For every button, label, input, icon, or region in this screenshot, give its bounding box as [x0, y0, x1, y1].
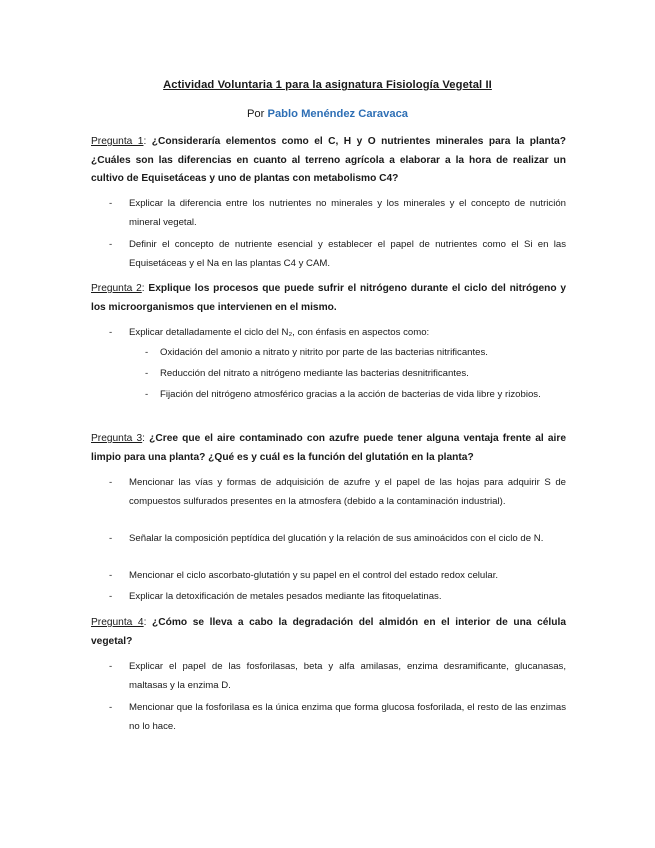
item-text: Definir el concepto de nutriente esencial y establecer el papel de nutrientes como el Si en las Equisetáceas y el Na en las plantas C4 y CAM.: [129, 239, 566, 269]
item-text: Mencionar el ciclo ascorbato-glutatión y su papel en el control del estado redox celular.: [129, 570, 499, 581]
bullet-dash: -: [109, 477, 113, 488]
bullet-dash: -: [145, 347, 149, 358]
question-1-text: ¿Consideraría elementos como el C, H y O nutrientes minerales para la planta? ¿Cuáles son las diferencias en cuanto al terreno agrícola a elaborar a la hora de realizar un cultivo de Equisetáceas y uno de plantas con metabolismo C4?: [91, 136, 567, 184]
question-3: Pregunta 3: ¿Cree que el aire contaminado con azufre puede tener alguna ventaja frente al aire limpio para una planta? ¿Qué es y cuál es la función del glutatión en la planta?: [91, 433, 566, 463]
question-3-item-3: [109, 567, 566, 586]
item-text: Explicar detalladamente el ciclo del N₂, con énfasis en aspectos como:: [129, 327, 430, 338]
bullet-dash: -: [109, 591, 113, 602]
author-line: [0, 108, 655, 120]
question-3-item-1: [109, 474, 566, 511]
question-2-text: Explique los procesos que puede sufrir el nitrógeno durante el ciclo del nitrógeno y los microorganismos que intervienen en el mismo.: [91, 283, 566, 313]
question-1-item-1: [109, 195, 566, 232]
subitem-text: Oxidación del amonio a nitrato y nitrito por parte de las bacterias nitrificantes.: [160, 347, 488, 358]
bullet-dash: -: [109, 327, 113, 338]
item-text: Explicar la detoxificación de metales pesados mediante las fitoquelatinas.: [129, 591, 442, 602]
question-4-item-2: [109, 699, 566, 736]
question-2: Pregunta 2: Explique los procesos que puede sufrir el nitrógeno durante el ciclo del nitrógeno y los microorganismos que intervienen en el mismo.: [91, 283, 566, 313]
question-1-item-2: [109, 236, 566, 273]
bullet-dash: -: [109, 570, 113, 581]
question-3-text: ¿Cree que el aire contaminado con azufre puede tener alguna ventaja frente al aire limpio para una planta? ¿Qué es y cuál es la función del glutatión en la planta?: [91, 433, 566, 463]
bullet-dash: -: [109, 702, 113, 713]
item-text: Explicar el papel de las fosforilasas, beta y alfa amilasas, enzima desramificante, glucanasas, maltasas y la enzima D.: [129, 661, 566, 691]
question-4-text: ¿Cómo se lleva a cabo la degradación del almidón en el interior de una célula vegetal?: [91, 617, 566, 647]
author-name: Pablo Menéndez Caravaca: [267, 108, 409, 120]
item-text: Mencionar que la fosforilasa es la única enzima que forma glucosa fosforilada, el resto de las enzimas no lo hace.: [129, 702, 566, 732]
question-1-label: Pregunta 1: [91, 136, 144, 147]
bullet-dash: -: [145, 389, 149, 400]
question-3-item-4: [109, 588, 566, 607]
item-text: Señalar la composición peptídica del glucatión y la relación de sus aminoácidos con el ciclo de N.: [129, 533, 544, 544]
author-prefix: Por: [246, 108, 268, 120]
question-4: Pregunta 4: ¿Cómo se lleva a cabo la degradación del almidón en el interior de una célula vegetal?: [91, 617, 566, 647]
question-2-subitem-3: [145, 386, 566, 405]
bullet-dash: -: [109, 239, 113, 250]
question-3-label: Pregunta 3: [91, 433, 143, 444]
bullet-dash: -: [109, 198, 113, 209]
question-2-subitem-2: [145, 365, 566, 384]
question-4-label: Pregunta 4: [91, 617, 144, 628]
bullet-dash: -: [109, 661, 113, 672]
document-title: Actividad Voluntaria 1 para la asignatura Fisiología Vegetal II: [163, 79, 492, 91]
question-2-subitem-1: [145, 344, 566, 363]
subitem-text: Reducción del nitrato a nitrógeno mediante las bacterias desnitrificantes.: [160, 368, 469, 379]
subitem-text: Fijación del nitrógeno atmosférico gracias a la acción de bacterias de vida libre y rizobios.: [160, 389, 541, 400]
item-text: Mencionar las vías y formas de adquisición de azufre y el papel de las hojas para adquirir S de compuestos sulfurados presentes en la atmosfera (debido a la contaminación industrial).: [129, 477, 566, 507]
item-text: Explicar la diferencia entre los nutrientes no minerales y los minerales y el concepto de nutrición mineral vegetal.: [129, 198, 566, 228]
bullet-dash: -: [145, 368, 149, 379]
question-2-label: Pregunta 2: [91, 283, 142, 294]
question-2-item-1: [109, 324, 566, 343]
question-4-item-1: [109, 658, 566, 695]
question-1: Pregunta 1: ¿Consideraría elementos como el C, H y O nutrientes minerales para la planta? ¿Cuáles son las diferencias en cuanto al terreno agrícola a elaborar a la hora de realizar un cultivo de Equisetáceas y uno de plantas con metabolismo C4?: [91, 136, 567, 184]
question-3-item-2: [109, 530, 566, 549]
bullet-dash: -: [109, 533, 113, 544]
